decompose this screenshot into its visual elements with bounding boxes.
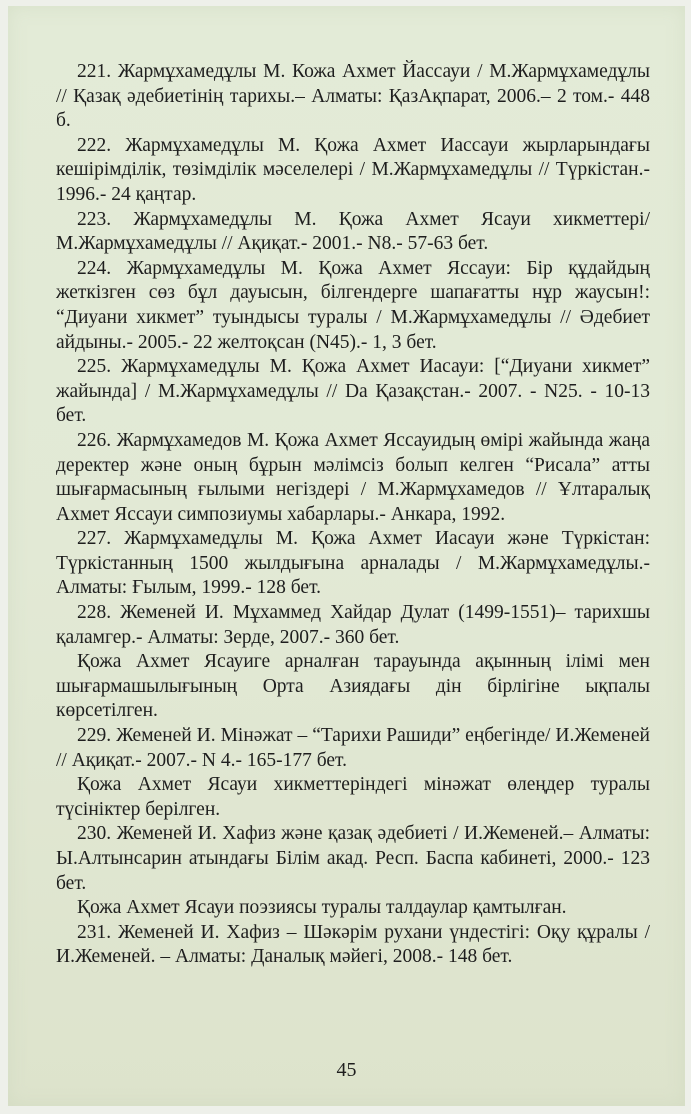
annotation-229: Қожа Ахмет Ясауи хикметтеріндегі мінәжат өлеңдер туралы түсініктер берілген. (56, 774, 650, 820)
bibliography-entry-221: 221. Жармұхамедұлы М. Кожа Ахмет Йассауи / М.Жармұхамедұлы // Қазақ әдебиетінің тарихы.– Алматы: ҚазАқпарат, 2006.– 2 том.- 448 б. (56, 61, 650, 132)
bibliography-entry-226: 226. Жармұхамедов М. Қожа Ахмет Яссауидың өмірі жайында жаңа деректер және оның бұрын мәлімсіз болып келген “Рисала” атты шығармасының ғылыми негіздері / М.Жармұхамедов // Ұлтаралық Ахмет Яссауи симпозиумы хабарлары.- Анкара, 1992. (56, 429, 650, 525)
bibliography-list (56, 60, 650, 970)
bibliography-entry-223: 223. Жармұхамедұлы М. Қожа Ахмет Ясауи хикметтері/ М.Жармұхамедұлы // Ақиқат.- 2001.- N8.- 57-63 бет. (56, 208, 650, 255)
bibliography-entry-230: 230. Жеменей И. Хафиз және қазақ әдебиеті / И.Жеменей.– Алматы: Ы.Алтынсарин атындағы Білім акад. Респ. Баспа кабинеті, 2000.- 123 бет. (56, 823, 650, 894)
annotation-230: Қожа Ахмет Ясауи поэзиясы туралы талдаулар қамтылған. (77, 897, 567, 919)
book-page (8, 6, 685, 1106)
bibliography-entry-231: 231. Жеменей И. Хафиз – Шәкәрім рухани үндестігі: Оқу құралы / И.Жеменей. – Алматы: Даналық мәйегі, 2008.- 148 бет. (56, 921, 650, 968)
bibliography-entry-224: 224. Жармұхамедұлы М. Қожа Ахмет Яссауи: Бір құдайдың жеткізген сөз бұл дауысын, білгендерге шапағатты нұр жаусын!: “Диуани хикмет” туындысы туралы / М.Жармұхамедұлы // Әдебиет айдыны.- 2005.- 22 желтоқсан (N45).- 1, 3 бет. (56, 257, 650, 353)
annotation-228: Қожа Ахмет Ясауиге арналған тарауында ақынның ілімі мен шығармашылығының Орта Азиядағы дін бірлігіне ықпалы көрсетілген. (56, 651, 650, 722)
bibliography-entry-229: 229. Жеменей И. Мінәжат – “Тарихи Рашиди” еңбегінде/ И.Жеменей // Ақиқат.- 2007.- N 4.- 165-177 бет. (56, 725, 650, 771)
page-number: 45 (336, 1059, 357, 1081)
bibliography-entry-228: 228. Жеменей И. Мұхаммед Хайдар Дулат (1499-1551)– тарихшы қаламгер.- Алматы: Зерде, 2007.- 360 бет. (56, 602, 650, 648)
bibliography-entry-225: 225. Жармұхамедұлы М. Қожа Ахмет Иасауи: [“Диуани хикмет” жайында] / М.Жармұхамедұлы // Da Қазақстан.- 2007. - N25. - 10-13 бет. (56, 356, 650, 427)
bibliography-entry-222: 222. Жармұхамедұлы М. Қожа Ахмет Иассауи жырларындағы кешірімділік, төзімділік мәселелері / М.Жармұхамедұлы // Түркістан.- 1996.- 24 қаңтар. (56, 134, 650, 205)
bibliography-entry-227: 227. Жармұхамедұлы М. Қожа Ахмет Иасауи және Түркістан: Түркістанның 1500 жылдығына арналады / М.Жармұхамедұлы.- Алматы: Ғылым, 1999.- 128 бет. (56, 528, 650, 599)
